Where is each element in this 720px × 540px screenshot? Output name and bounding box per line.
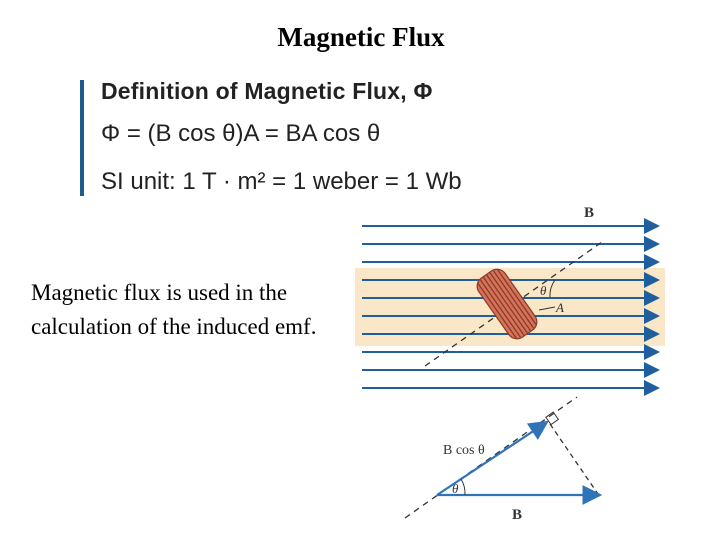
slide-title: Magnetic Flux <box>277 22 445 52</box>
area-label: A <box>556 300 564 315</box>
theta-label-bottom: θ <box>452 481 459 496</box>
theta-arc-bottom <box>461 479 465 495</box>
definition-heading: Definition of Magnetic Flux, Φ <box>101 78 433 104</box>
definition-equation: Φ = (B cos θ)A = BA cos θ <box>101 120 381 147</box>
bottom-field-label: B <box>512 507 523 523</box>
definition-unit: SI unit: 1 T · m² = 1 weber = 1 Wb <box>101 168 462 195</box>
magnetic-flux-figure <box>350 200 670 530</box>
definition-box <box>80 78 560 196</box>
perpendicular-dashed-line <box>550 424 598 494</box>
flux-diagram <box>350 200 670 530</box>
bcos-label: B cos θ <box>443 443 485 458</box>
body-text: Magnetic flux is used in the calculation of the induced emf. <box>31 280 317 339</box>
definition-accent-bar <box>80 80 84 196</box>
triangle-dashed-line <box>405 397 577 518</box>
theta-label-top: θ <box>540 283 547 298</box>
field-label: B <box>584 205 595 221</box>
